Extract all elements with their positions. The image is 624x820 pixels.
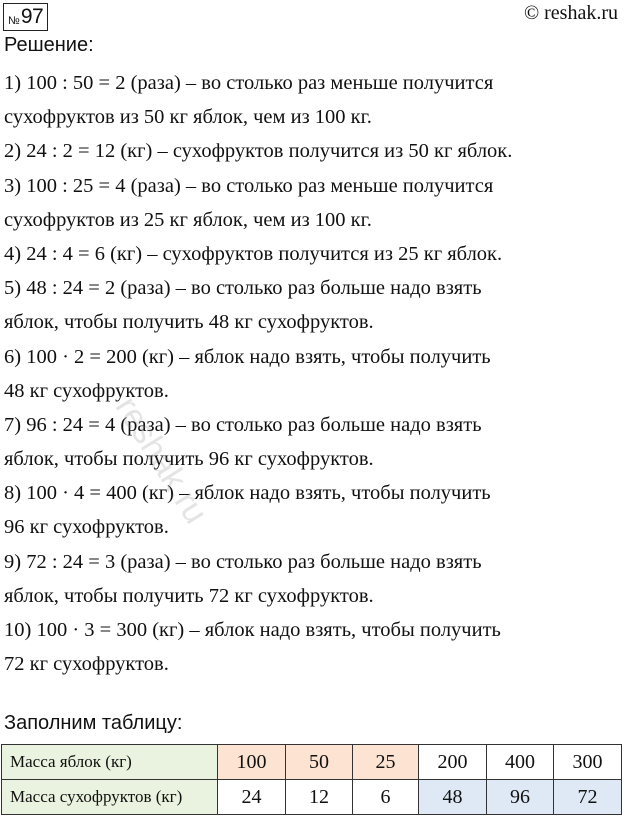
table-intro: Заполним таблицу: — [4, 712, 183, 734]
solution-line: яблок, чтобы получить 96 кг сухофруктов. — [4, 448, 374, 471]
table-cell: 24 — [218, 780, 286, 815]
solution-line: сухофруктов из 25 кг яблок, чем из 100 кг. — [4, 208, 372, 231]
table-cell: 25 — [353, 745, 419, 780]
problem-number: 97 — [20, 5, 44, 28]
solution-line: 10) 100 · 3 = 300 (кг) – яблок надо взять, чтобы получить — [4, 619, 501, 641]
solution-line: 2) 24 : 2 = 12 (кг) – сухофруктов получится из 50 кг яблок. — [4, 140, 513, 163]
solution-line: яблок, чтобы получить 48 кг сухофруктов. — [4, 311, 374, 334]
solution-line: 72 кг сухофруктов. — [4, 653, 169, 676]
solution-line: 4) 24 : 4 = 6 (кг) – сухофруктов получится из 25 кг яблок. — [4, 242, 503, 265]
solution-line: 7) 96 : 24 = 4 (раза) – во столько раз больше надо взять — [4, 413, 482, 436]
table-row-apples — [2, 745, 622, 780]
row-header-apples: Масса яблок (кг) — [2, 745, 218, 780]
table-cell: 400 — [487, 745, 554, 780]
table-cell: 300 — [554, 745, 622, 780]
solution-heading: Решение: — [4, 34, 94, 56]
table-row-dried-fruit — [2, 780, 622, 815]
solution-line: 48 кг сухофруктов. — [4, 379, 169, 402]
site-copyright: © reshak.ru — [523, 2, 618, 24]
table-cell: 50 — [286, 745, 353, 780]
solution-line: 6) 100 · 2 = 200 (кг) – яблок надо взять, чтобы получить — [4, 345, 491, 368]
problem-number-badge — [3, 3, 48, 31]
solution-line: 96 кг сухофруктов. — [4, 516, 169, 539]
number-sign: № — [8, 15, 20, 27]
row-header-dried-fruit: Масса сухофруктов (кг) — [2, 780, 218, 815]
data-table — [1, 744, 622, 815]
solution-line: сухофруктов из 50 кг яблок, чем из 100 кг. — [4, 106, 372, 129]
solution-steps — [4, 66, 620, 681]
table-cell: 200 — [419, 745, 487, 780]
table-cell: 6 — [353, 780, 419, 815]
table-cell: 12 — [286, 780, 353, 815]
solution-line: 3) 100 : 25 = 4 (раза) – во столько раз меньше получится — [4, 174, 494, 197]
table-cell: 100 — [218, 745, 286, 780]
solution-line: яблок, чтобы получить 72 кг сухофруктов. — [4, 584, 374, 607]
solution-line: 1) 100 : 50 = 2 (раза) – во столько раз меньше получится — [4, 72, 494, 94]
solution-line: 9) 72 : 24 = 3 (раза) – во столько раз больше надо взять — [4, 550, 482, 573]
solution-line: 5) 48 : 24 = 2 (раза) – во столько раз больше надо взять — [4, 277, 482, 300]
solution-line: 8) 100 · 4 = 400 (кг) – яблок надо взять, чтобы получить — [4, 482, 491, 505]
table-cell: 96 — [487, 780, 554, 815]
watermark-logo: reshak.ru — [107, 390, 216, 531]
table-cell: 72 — [554, 780, 622, 815]
table-cell: 48 — [419, 780, 487, 815]
